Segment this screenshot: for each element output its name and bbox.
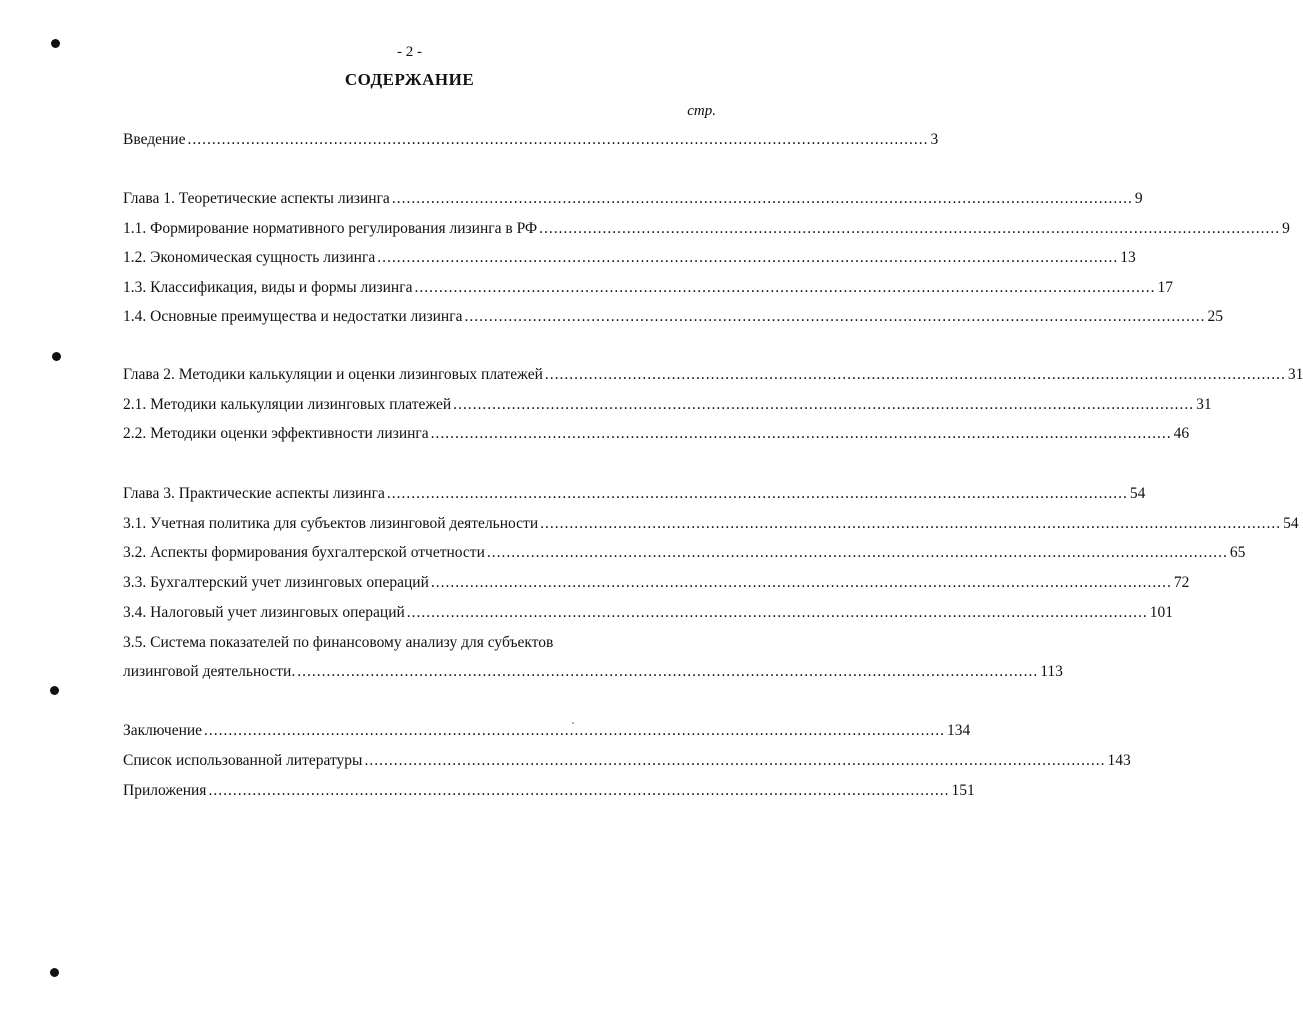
toc-entry-appendices <box>123 782 975 804</box>
toc-entry-title: Приложения <box>123 782 207 799</box>
toc-entry-section-3-3 <box>123 574 1190 596</box>
toc-entry-section-3-5-title-line: 3.5. Система показателей по финансовому анализу для субъектов <box>123 634 554 651</box>
toc-entry-section-1-2 <box>123 249 1136 271</box>
toc-entry-section-2-1 <box>123 396 1212 418</box>
toc-entry-title: 3.2. Аспекты формирования бухгалтерской отчетности <box>123 544 485 561</box>
toc-dot-leader: ........................................................................................................................................................ <box>453 396 1195 413</box>
toc-dot-leader: ........................................................................................................................................................ <box>364 752 1106 769</box>
page-title: СОДЕРЖАНИЕ <box>344 70 475 89</box>
toc-dot-leader: ........................................................................................................................................................ <box>430 425 1172 442</box>
page-column-label: стр. <box>687 103 716 119</box>
toc-entry-section-3-5 <box>123 663 1063 685</box>
toc-entry-title: Глава 1. Теоретические аспекты лизинга <box>123 190 390 207</box>
toc-entry-section-1-1 <box>123 220 1290 242</box>
binding-hole-mark <box>50 968 59 977</box>
toc-entry-page: 72 <box>1173 574 1190 591</box>
toc-entry-page: 65 <box>1229 544 1246 561</box>
toc-entry-section-3-1 <box>123 515 1299 537</box>
toc-entry-page: 9 <box>1134 190 1143 207</box>
toc-entry-section-1-3 <box>123 279 1173 301</box>
toc-entry-page: 31 <box>1287 366 1303 383</box>
toc-entry-page: 17 <box>1157 279 1173 296</box>
toc-dot-leader: ........................................................................................................................................................ <box>297 663 1039 680</box>
toc-entry-title: Введение <box>123 131 186 148</box>
toc-entry-title: 2.1. Методики калькуляции лизинговых платежей <box>123 396 452 413</box>
toc-dot-leader: ........................................................................................................................................................ <box>386 485 1128 502</box>
toc-dot-leader: ........................................................................................................................................................ <box>187 131 929 148</box>
toc-entry-conclusion <box>123 722 971 744</box>
toc-dot-leader: ........................................................................................................................................................ <box>464 308 1206 325</box>
toc-entry-title: 1.3. Классификация, виды и формы лизинга <box>123 279 413 296</box>
toc-entry-page: 151 <box>951 782 975 799</box>
toc-entry-page: 46 <box>1173 425 1190 442</box>
toc-entry-page: 13 <box>1120 249 1136 266</box>
toc-dot-leader: ........................................................................................................................................................ <box>486 544 1228 561</box>
toc-entry-title: 3.1. Учетная политика для субъектов лизинговой деятельности <box>123 515 539 532</box>
toc-entry-title: 1.4. Основные преимущества и недостатки лизинга <box>123 308 463 325</box>
toc-dot-leader: ........................................................................................................................................................ <box>540 515 1282 532</box>
toc-entry-page: 113 <box>1040 663 1063 680</box>
toc-entry-page: 25 <box>1207 308 1223 325</box>
toc-entry-page: 101 <box>1149 604 1174 621</box>
toc-entry-references <box>123 752 1131 774</box>
toc-entry-title: Список использованной литературы <box>123 752 363 769</box>
toc-entry-page: 31 <box>1196 396 1212 413</box>
toc-entry-title: 1.1. Формирование нормативного регулирования лизинга в РФ <box>123 220 538 237</box>
toc-entry-page: 134 <box>947 722 971 739</box>
toc-entry-title: лизинговой деятельности. <box>123 663 296 680</box>
toc-dot-leader: ........................................................................................................................................................ <box>539 220 1281 237</box>
toc-dot-leader: ........................................................................................................................................................ <box>204 722 946 739</box>
toc-entry-chapter-1 <box>123 190 1143 212</box>
toc-dot-leader: ........................................................................................................................................................ <box>544 366 1286 383</box>
toc-entry-section-2-2 <box>123 425 1190 447</box>
toc-dot-leader: ........................................................................................................................................................ <box>377 249 1119 266</box>
toc-entry-section-3-2 <box>123 544 1246 566</box>
toc-dot-leader: ........................................................................................................................................................ <box>208 782 950 799</box>
toc-entry-title: 1.2. Экономическая сущность лизинга <box>123 249 376 266</box>
toc-entry-title: Глава 3. Практические аспекты лизинга <box>123 485 385 502</box>
toc-entry-title: Заключение <box>123 722 203 739</box>
toc-entry-chapter-3 <box>123 485 1146 507</box>
page-number: - 2 - <box>397 44 422 60</box>
toc-entry-chapter-2 <box>123 366 1303 388</box>
toc-entry-title: 3.4. Налоговый учет лизинговых операций <box>123 604 405 621</box>
toc-entry-section-1-4 <box>123 308 1223 330</box>
toc-entry-title: Глава 2. Методики калькуляции и оценки лизинговых платежей <box>123 366 543 383</box>
binding-hole-mark <box>52 352 61 361</box>
toc-dot-leader: ........................................................................................................................................................ <box>430 574 1172 591</box>
toc-dot-leader: ........................................................................................................................................................ <box>391 190 1133 207</box>
toc-entry-section-3-4 <box>123 604 1174 626</box>
toc-dot-leader: ........................................................................................................................................................ <box>414 279 1156 296</box>
toc-entry-title: 3.3. Бухгалтерский учет лизинговых операций <box>123 574 429 591</box>
toc-dot-leader: ........................................................................................................................................................ <box>406 604 1148 621</box>
toc-entry-page: 9 <box>1282 220 1290 237</box>
toc-entry-intro <box>123 131 939 153</box>
binding-hole-mark <box>50 686 59 695</box>
toc-entry-page: 143 <box>1107 752 1131 769</box>
toc-entry-title: 2.2. Методики оценки эффективности лизинга <box>123 425 429 442</box>
toc-entry-page: 54 <box>1283 515 1299 532</box>
toc-entry-page: 54 <box>1129 485 1146 502</box>
toc-entry-page: 3 <box>930 131 939 148</box>
